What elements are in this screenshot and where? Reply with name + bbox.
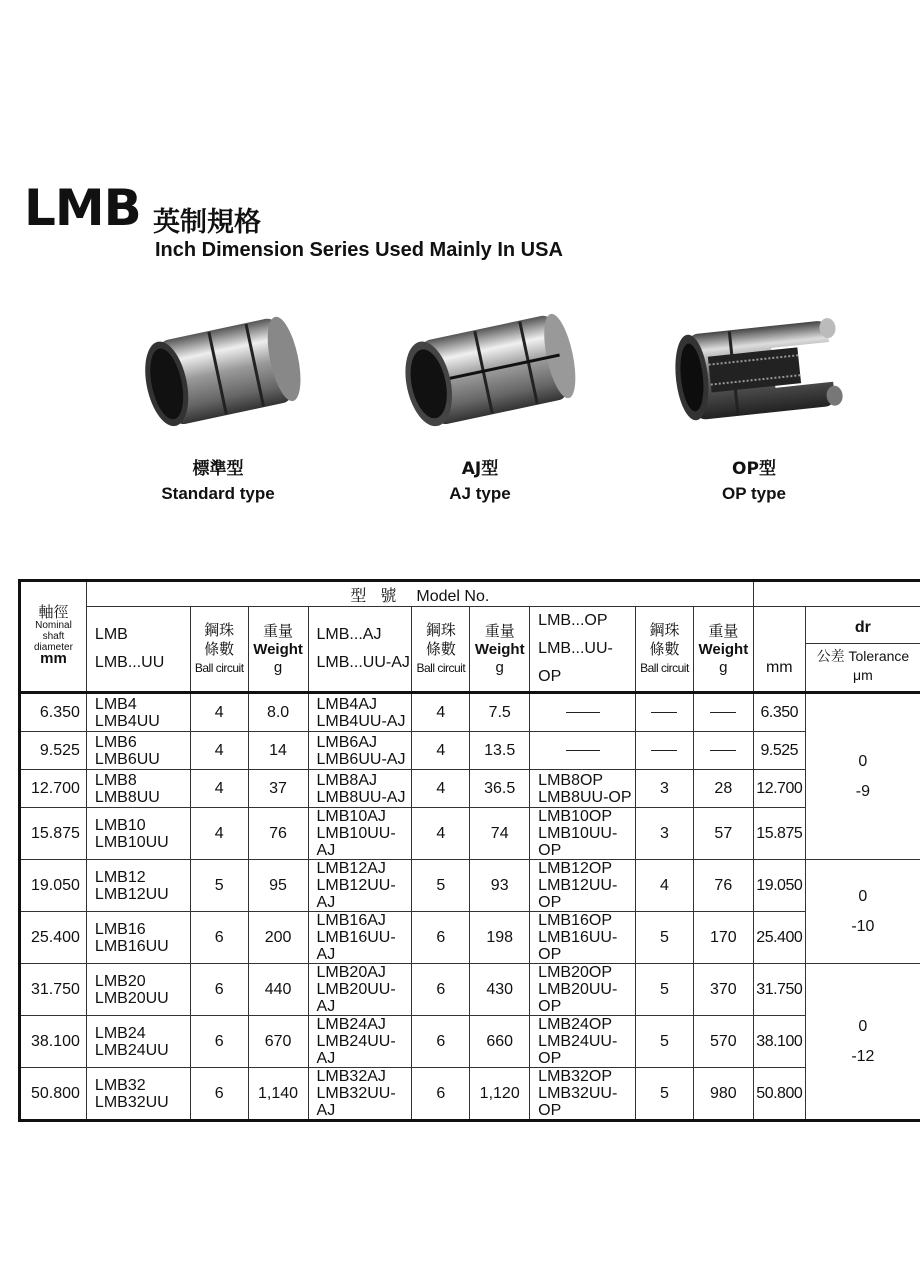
cell-op-model bbox=[530, 693, 636, 732]
cell-op-weight bbox=[693, 693, 753, 732]
product-op bbox=[644, 300, 864, 504]
cell-tolerance: 0 -12 bbox=[805, 964, 920, 1121]
page-subtitle: Inch Dimension Series Used Mainly In USA bbox=[155, 239, 563, 261]
cell-weight: 14 bbox=[248, 732, 308, 770]
header-model-no: 型號 Model No. bbox=[86, 581, 753, 607]
cell-op-weight: 170 bbox=[693, 912, 753, 964]
cell-ball-circuit: 6 bbox=[190, 964, 248, 1016]
dash-icon bbox=[710, 750, 736, 751]
cell-aj-ball-circuit: 4 bbox=[412, 808, 470, 860]
cell-aj-weight: 1,120 bbox=[470, 1068, 530, 1121]
table-row bbox=[20, 732, 920, 770]
cell-ball-circuit: 4 bbox=[190, 770, 248, 808]
cell-aj-model: LMB6AJ LMB6UU-AJ bbox=[308, 732, 412, 770]
spec-table bbox=[18, 579, 920, 1122]
cell-aj-weight: 36.5 bbox=[470, 770, 530, 808]
cell-aj-model: LMB10AJ LMB10UU-AJ bbox=[308, 808, 412, 860]
cell-shaft: 19.050 bbox=[20, 860, 87, 912]
cell-aj-model: LMB32AJ LMB32UU-AJ bbox=[308, 1068, 412, 1121]
cell-aj-weight: 93 bbox=[470, 860, 530, 912]
dash-icon bbox=[566, 712, 600, 713]
table-row bbox=[20, 808, 920, 860]
table-row bbox=[20, 964, 920, 1016]
cell-aj-ball-circuit: 5 bbox=[412, 860, 470, 912]
cell-aj-model: LMB8AJ LMB8UU-AJ bbox=[308, 770, 412, 808]
cell-shaft: 15.875 bbox=[20, 808, 87, 860]
cell-weight: 8.0 bbox=[248, 693, 308, 732]
cell-lmb-model: LMB16 LMB16UU bbox=[86, 912, 190, 964]
cell-aj-model: LMB20AJ LMB20UU-AJ bbox=[308, 964, 412, 1016]
cell-ball-circuit: 6 bbox=[190, 1068, 248, 1121]
header-dr-mm: mm bbox=[753, 607, 805, 693]
cell-shaft: 31.750 bbox=[20, 964, 87, 1016]
cell-weight: 200 bbox=[248, 912, 308, 964]
cell-dr-mm: 9.525 bbox=[753, 732, 805, 770]
cell-op-ball-circuit: 5 bbox=[636, 1016, 694, 1068]
cell-op-weight: 370 bbox=[693, 964, 753, 1016]
cell-op-ball-circuit bbox=[636, 693, 694, 732]
op-bushing-icon bbox=[654, 300, 854, 450]
table-row bbox=[20, 912, 920, 964]
cell-ball-circuit: 4 bbox=[190, 808, 248, 860]
cell-weight: 670 bbox=[248, 1016, 308, 1068]
cell-lmb-model: LMB12 LMB12UU bbox=[86, 860, 190, 912]
cell-op-model: LMB8OP LMB8UU-OP bbox=[530, 770, 636, 808]
cell-aj-ball-circuit: 6 bbox=[412, 912, 470, 964]
cell-op-model: LMB24OP LMB24UU-OP bbox=[530, 1016, 636, 1068]
page-title-chinese: 英制規格 bbox=[153, 207, 261, 238]
table-row bbox=[20, 770, 920, 808]
cell-lmb-model: LMB24 LMB24UU bbox=[86, 1016, 190, 1068]
product-standard-en: Standard type bbox=[161, 484, 275, 503]
standard-bushing-icon bbox=[118, 300, 318, 450]
cell-op-weight bbox=[693, 732, 753, 770]
cell-tolerance: 0 -9 bbox=[805, 693, 920, 860]
cell-aj-weight: 430 bbox=[470, 964, 530, 1016]
cell-ball-circuit: 4 bbox=[190, 693, 248, 732]
header-shaft: 軸徑 Nominal shaft diameter mm bbox=[20, 581, 87, 693]
table-row bbox=[20, 1016, 920, 1068]
cell-aj-weight: 660 bbox=[470, 1016, 530, 1068]
table-row bbox=[20, 1068, 920, 1121]
cell-op-model bbox=[530, 732, 636, 770]
cell-lmb-model: LMB32 LMB32UU bbox=[86, 1068, 190, 1121]
cell-shaft: 12.700 bbox=[20, 770, 87, 808]
header-blank bbox=[753, 581, 920, 607]
cell-ball-circuit: 6 bbox=[190, 1016, 248, 1068]
aj-bushing-icon bbox=[380, 300, 580, 450]
dash-icon bbox=[651, 750, 677, 751]
cell-lmb-model: LMB6 LMB6UU bbox=[86, 732, 190, 770]
cell-aj-model: LMB12AJ LMB12UU-AJ bbox=[308, 860, 412, 912]
cell-aj-model: LMB24AJ LMB24UU-AJ bbox=[308, 1016, 412, 1068]
header-weight-aj: 重量 Weight g bbox=[470, 607, 530, 693]
cell-dr-mm: 38.100 bbox=[753, 1016, 805, 1068]
cell-aj-weight: 198 bbox=[470, 912, 530, 964]
header-lmb: LMB LMB...UU bbox=[86, 607, 190, 693]
cell-shaft: 9.525 bbox=[20, 732, 87, 770]
cell-dr-mm: 50.800 bbox=[753, 1068, 805, 1121]
cell-op-ball-circuit: 4 bbox=[636, 860, 694, 912]
table-row bbox=[20, 693, 920, 732]
cell-weight: 440 bbox=[248, 964, 308, 1016]
cell-weight: 1,140 bbox=[248, 1068, 308, 1121]
cell-ball-circuit: 5 bbox=[190, 860, 248, 912]
page-title: LMB bbox=[24, 179, 141, 237]
cell-shaft: 6.350 bbox=[20, 693, 87, 732]
cell-dr-mm: 31.750 bbox=[753, 964, 805, 1016]
cell-aj-ball-circuit: 6 bbox=[412, 1016, 470, 1068]
header-weight: 重量 Weight g bbox=[248, 607, 308, 693]
cell-aj-weight: 74 bbox=[470, 808, 530, 860]
header-ball-circuit: 鋼珠 條數 Ball circuit bbox=[190, 607, 248, 693]
cell-aj-model: LMB4AJ LMB4UU-AJ bbox=[308, 693, 412, 732]
header-lmb-aj: LMB...AJ LMB...UU-AJ bbox=[308, 607, 412, 693]
cell-op-weight: 28 bbox=[693, 770, 753, 808]
cell-aj-model: LMB16AJ LMB16UU-AJ bbox=[308, 912, 412, 964]
cell-shaft: 50.800 bbox=[20, 1068, 87, 1121]
cell-dr-mm: 6.350 bbox=[753, 693, 805, 732]
cell-op-ball-circuit: 5 bbox=[636, 964, 694, 1016]
cell-op-weight: 76 bbox=[693, 860, 753, 912]
product-op-cn: OP型 bbox=[732, 459, 776, 479]
cell-dr-mm: 19.050 bbox=[753, 860, 805, 912]
product-aj-cn: AJ型 bbox=[461, 459, 499, 479]
cell-op-ball-circuit bbox=[636, 732, 694, 770]
cell-op-weight: 980 bbox=[693, 1068, 753, 1121]
cell-op-model: LMB32OP LMB32UU-OP bbox=[530, 1068, 636, 1121]
cell-weight: 76 bbox=[248, 808, 308, 860]
spec-table-body bbox=[20, 693, 920, 1121]
header-lmb-op: LMB...OP LMB...UU-OP bbox=[530, 607, 636, 693]
cell-lmb-model: LMB20 LMB20UU bbox=[86, 964, 190, 1016]
dash-icon bbox=[710, 712, 736, 713]
cell-weight: 95 bbox=[248, 860, 308, 912]
cell-op-ball-circuit: 5 bbox=[636, 912, 694, 964]
cell-weight: 37 bbox=[248, 770, 308, 808]
cell-aj-ball-circuit: 6 bbox=[412, 1068, 470, 1121]
cell-shaft: 25.400 bbox=[20, 912, 87, 964]
cell-op-weight: 570 bbox=[693, 1016, 753, 1068]
product-standard-cn: 標準型 bbox=[192, 459, 244, 479]
cell-op-model: LMB10OP LMB10UU-OP bbox=[530, 808, 636, 860]
cell-op-model: LMB20OP LMB20UU-OP bbox=[530, 964, 636, 1016]
cell-aj-ball-circuit: 6 bbox=[412, 964, 470, 1016]
header-ball-circuit-op: 鋼珠 條數 Ball circuit bbox=[636, 607, 694, 693]
cell-dr-mm: 15.875 bbox=[753, 808, 805, 860]
header-ball-circuit-aj: 鋼珠 條數 Ball circuit bbox=[412, 607, 470, 693]
cell-aj-ball-circuit: 4 bbox=[412, 693, 470, 732]
product-aj-en: AJ type bbox=[449, 484, 511, 503]
cell-ball-circuit: 6 bbox=[190, 912, 248, 964]
cell-dr-mm: 12.700 bbox=[753, 770, 805, 808]
cell-shaft: 38.100 bbox=[20, 1016, 87, 1068]
cell-lmb-model: LMB10 LMB10UU bbox=[86, 808, 190, 860]
cell-op-ball-circuit: 3 bbox=[636, 808, 694, 860]
table-row bbox=[20, 860, 920, 912]
cell-op-weight: 57 bbox=[693, 808, 753, 860]
cell-tolerance: 0 -10 bbox=[805, 860, 920, 964]
cell-op-ball-circuit: 5 bbox=[636, 1068, 694, 1121]
product-aj bbox=[370, 300, 590, 504]
product-op-en: OP type bbox=[722, 484, 786, 503]
cell-aj-ball-circuit: 4 bbox=[412, 770, 470, 808]
cell-lmb-model: LMB8 LMB8UU bbox=[86, 770, 190, 808]
header-dr-tolerance: dr 公差 Tolerance μm bbox=[805, 607, 920, 693]
cell-ball-circuit: 4 bbox=[190, 732, 248, 770]
cell-op-ball-circuit: 3 bbox=[636, 770, 694, 808]
cell-dr-mm: 25.400 bbox=[753, 912, 805, 964]
cell-op-model: LMB16OP LMB16UU-OP bbox=[530, 912, 636, 964]
cell-aj-ball-circuit: 4 bbox=[412, 732, 470, 770]
cell-aj-weight: 7.5 bbox=[470, 693, 530, 732]
cell-lmb-model: LMB4 LMB4UU bbox=[86, 693, 190, 732]
dash-icon bbox=[566, 750, 600, 751]
cell-aj-weight: 13.5 bbox=[470, 732, 530, 770]
product-standard bbox=[108, 300, 328, 504]
dash-icon bbox=[651, 712, 677, 713]
cell-op-model: LMB12OP LMB12UU-OP bbox=[530, 860, 636, 912]
header-weight-op: 重量 Weight g bbox=[693, 607, 753, 693]
